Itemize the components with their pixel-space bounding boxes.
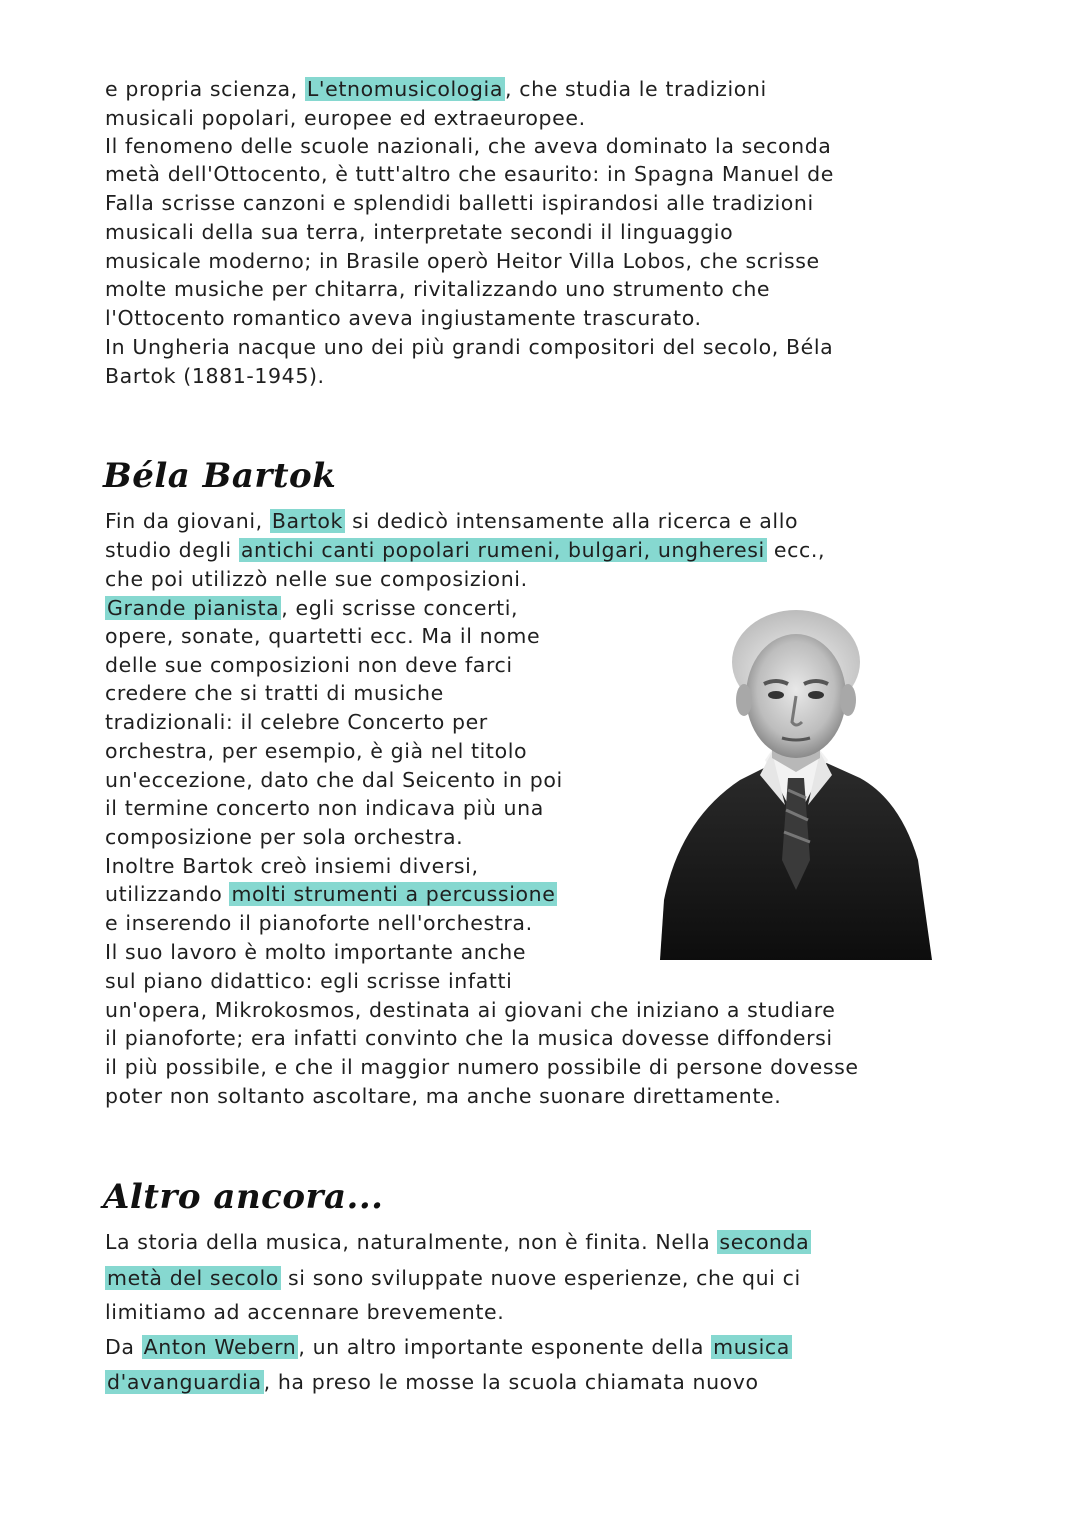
highlight-musica: musica xyxy=(713,1335,790,1359)
bartok-portrait-photo xyxy=(660,600,932,960)
text-line: limitiamo ad accennare brevemente. xyxy=(105,1300,505,1324)
highlight-canti-popolari: antichi canti popolari rumeni, bulgari, ungheresi xyxy=(240,538,765,562)
highlight-etnomusicologia: L'etnomusicologia xyxy=(306,77,503,101)
section-heading-bartok: Béla Bartok xyxy=(103,456,337,496)
highlight-avanguardia: d'avanguardia xyxy=(107,1370,262,1394)
text-line: il termine concerto non indicava più una xyxy=(105,796,544,820)
text-line: poter non soltanto ascoltare, ma anche suonare direttamente. xyxy=(105,1084,782,1108)
text-line: Inoltre Bartok creò insiemi diversi, xyxy=(105,854,479,878)
text-span: studio degli xyxy=(105,538,239,562)
text-line xyxy=(105,536,825,565)
text-span: si dedicò intensamente alla ricerca e allo xyxy=(344,509,799,533)
text-line xyxy=(105,507,798,536)
text-line xyxy=(105,1333,792,1362)
text-line: sul piano didattico: egli scrisse infatti xyxy=(105,969,513,993)
section-heading-altro-ancora: Altro ancora... xyxy=(103,1177,384,1217)
text-line: l'Ottocento romantico aveva ingiustamente trascurato. xyxy=(105,306,702,330)
highlight-percussione: molti strumenti a percussione xyxy=(231,882,556,906)
text-line: che poi utilizzò nelle sue composizioni. xyxy=(105,567,528,591)
text-span: , un altro importante esponente della xyxy=(298,1335,712,1359)
text-line xyxy=(105,1368,759,1397)
text-line: composizione per sola orchestra. xyxy=(105,825,464,849)
text-line: musicali della sua terra, interpretate secondi il linguaggio xyxy=(105,220,734,244)
text-line: un'opera, Mikrokosmos, destinata ai giovani che iniziano a studiare xyxy=(105,998,836,1022)
text-line: musicali popolari, europee ed extraeuropee. xyxy=(105,106,586,130)
highlight-seconda: seconda xyxy=(719,1230,810,1254)
text-line: un'eccezione, dato che dal Seicento in poi xyxy=(105,768,563,792)
text-line: delle sue composizioni non deve farci xyxy=(105,653,513,677)
text-line: metà dell'Ottocento, è tutt'altro che esaurito: in Spagna Manuel de xyxy=(105,162,834,186)
text-span: ecc., xyxy=(766,538,826,562)
highlight-meta-del-secolo: metà del secolo xyxy=(107,1266,279,1290)
text-span: La storia della musica, naturalmente, non è finita. Nella xyxy=(105,1230,718,1254)
highlight-grande-pianista: Grande pianista xyxy=(107,596,280,620)
text-line: opere, sonate, quartetti ecc. Ma il nome xyxy=(105,624,541,648)
text-line: Falla scrisse canzoni e splendidi balletti ispirandosi alle tradizioni xyxy=(105,191,814,215)
text-span: si sono sviluppate nuove esperienze, che qui ci xyxy=(280,1266,801,1290)
text-span: Fin da giovani, xyxy=(105,509,270,533)
text-line xyxy=(105,1264,801,1293)
text-line: In Ungheria nacque uno dei più grandi compositori del secolo, Béla xyxy=(105,335,834,359)
text-line: e inserendo il pianoforte nell'orchestra. xyxy=(105,911,533,935)
text-line xyxy=(105,1228,811,1257)
text-line: credere che si tratti di musiche xyxy=(105,681,444,705)
text-span: e propria scienza, xyxy=(105,77,305,101)
text-line: tradizionali: il celebre Concerto per xyxy=(105,710,488,734)
text-line: il più possibile, e che il maggior numero possibile di persone dovesse xyxy=(105,1055,859,1079)
text-line: orchestra, per esempio, è già nel titolo xyxy=(105,739,528,763)
text-span: , che studia le tradizioni xyxy=(505,77,767,101)
text-line: Bartok (1881-1945). xyxy=(105,364,325,388)
text-line xyxy=(105,75,767,104)
text-line: Il fenomeno delle scuole nazionali, che aveva dominato la seconda xyxy=(105,134,832,158)
text-line: musicale moderno; in Brasile operò Heitor Villa Lobos, che scrisse xyxy=(105,249,820,273)
text-line: Il suo lavoro è molto importante anche xyxy=(105,940,527,964)
text-line: il pianoforte; era infatti convinto che la musica dovesse diffondersi xyxy=(105,1026,833,1050)
text-span: , egli scrisse concerti, xyxy=(281,596,519,620)
highlight-anton-webern: Anton Webern xyxy=(143,1335,297,1359)
highlight-bartok: Bartok xyxy=(271,509,343,533)
text-span: utilizzando xyxy=(105,882,230,906)
text-line: molte musiche per chitarra, rivitalizzando uno strumento che xyxy=(105,277,771,301)
text-span: , ha preso le mosse la scuola chiamata nuovo xyxy=(263,1370,759,1394)
text-line xyxy=(105,594,518,623)
text-line xyxy=(105,880,557,909)
text-span: Da xyxy=(105,1335,142,1359)
